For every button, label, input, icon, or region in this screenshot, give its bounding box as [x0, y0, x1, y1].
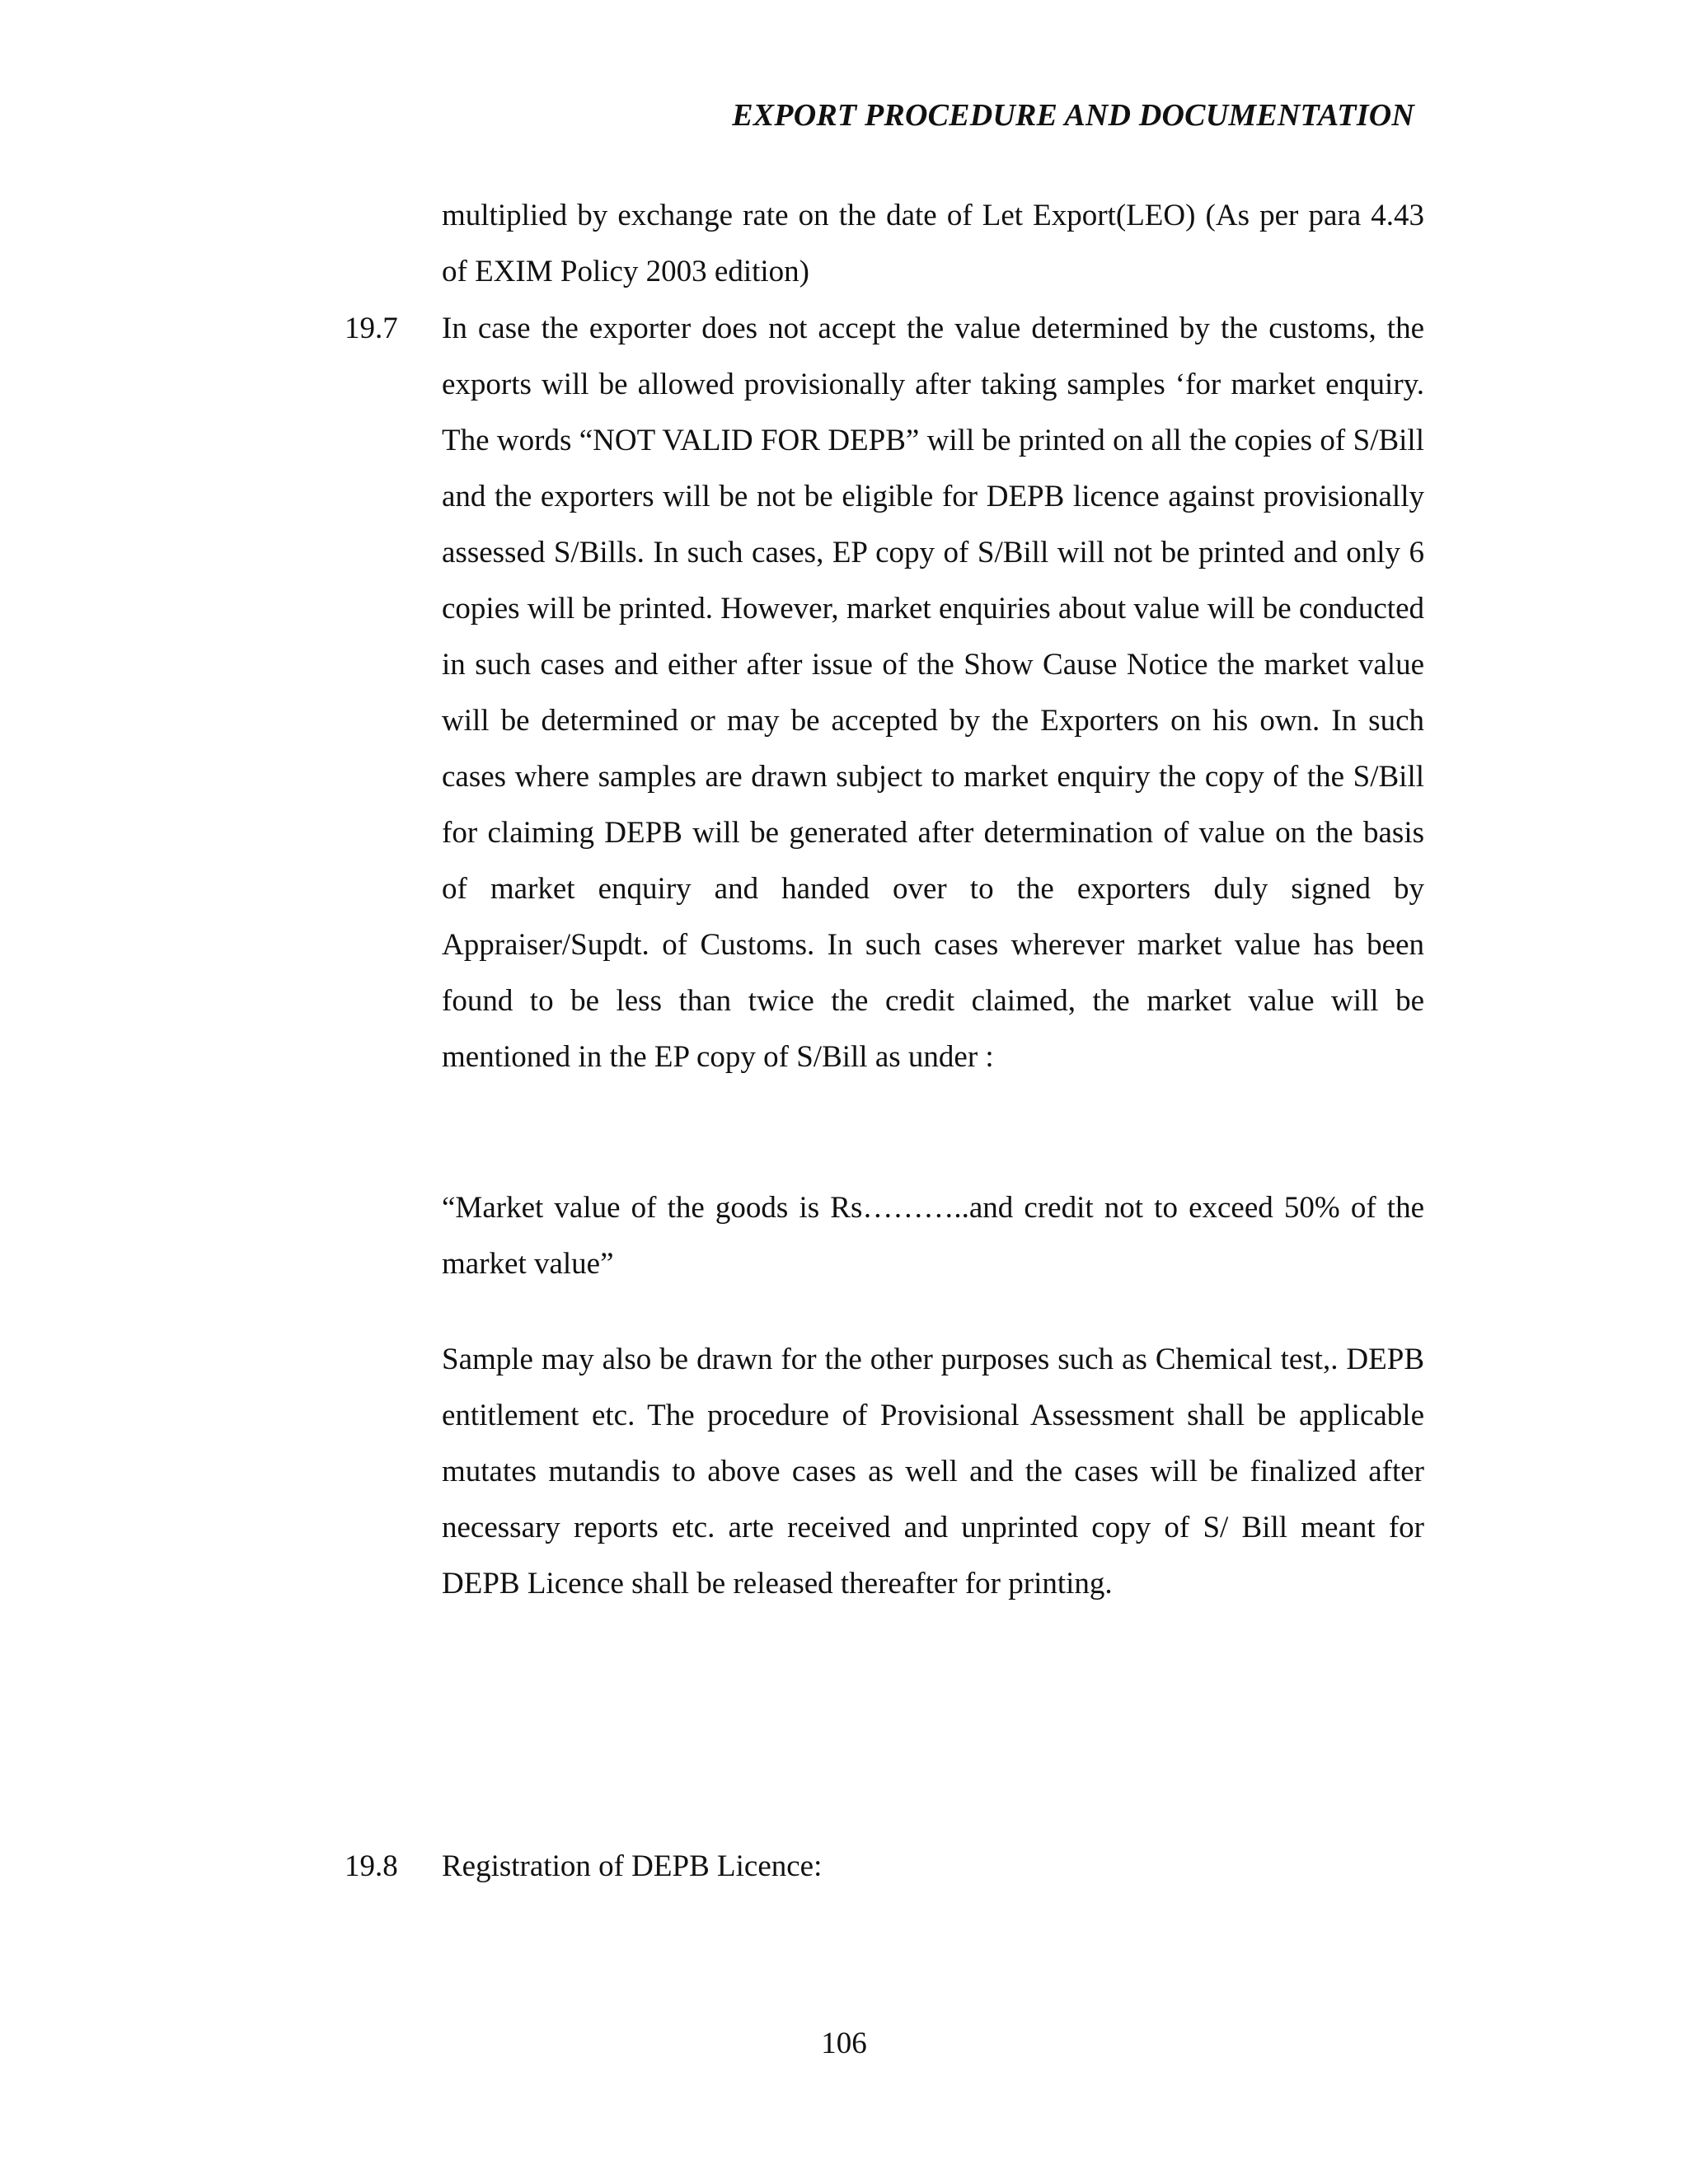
running-header: EXPORT PROCEDURE AND DOCUMENTATION	[732, 98, 1414, 133]
section-number-19-8: 19.8	[345, 1849, 398, 1883]
market-value-quote: “Market value of the goods is Rs………..and credit not to exceed 50% of the market value”	[442, 1191, 1424, 1281]
sample-note-paragraph: Sample may also be drawn for the other purposes such as Chemical test,. DEPB entitlement etc. The procedure of Provisional Assessment shall be applicable mutates mutandis to above cases as well and the cases will be finalized after necessary reports etc. arte received and unprinted copy of S/ Bill meant for DEPB Licence shall be released thereafter for printing.	[442, 1343, 1424, 1601]
section-19-7-paragraph: In case the exporter does not accept the value determined by the customs, the exports will be allowed provisionally after taking samples ‘for market enquiry. The words “NOT VALID FOR DEPB” will be printed on all the copies of S/Bill and the exporters will be not be eligible for DEPB licence against provisionally assessed S/Bills. In such cases, EP copy of S/Bill will not be printed and only 6 copies will be printed. However, market enquiries about value will be conducted in such cases and either after issue of the Show Cause Notice the market value will be determined or may be accepted by the Exporters on his own. In such cases where samples are drawn subject to market enquiry the copy of the S/Bill for claiming DEPB will be generated after determination of value on the basis of market enquiry and handed over to the exporters duly signed by Appraiser/Supdt. of Customs. In such cases wherever market value has been found to be less than twice the credit claimed, the market value will be mentioned in the EP copy of S/Bill as under :	[442, 312, 1424, 1074]
section-number-19-7: 19.7	[345, 312, 398, 345]
page-number: 106	[821, 2027, 867, 2060]
continuation-paragraph: multiplied by exchange rate on the date of Let Export(LEO) (As per para 4.43 of EXIM Policy 2003 edition)	[442, 199, 1424, 288]
section-19-8-heading: Registration of DEPB Licence:	[442, 1849, 823, 1883]
